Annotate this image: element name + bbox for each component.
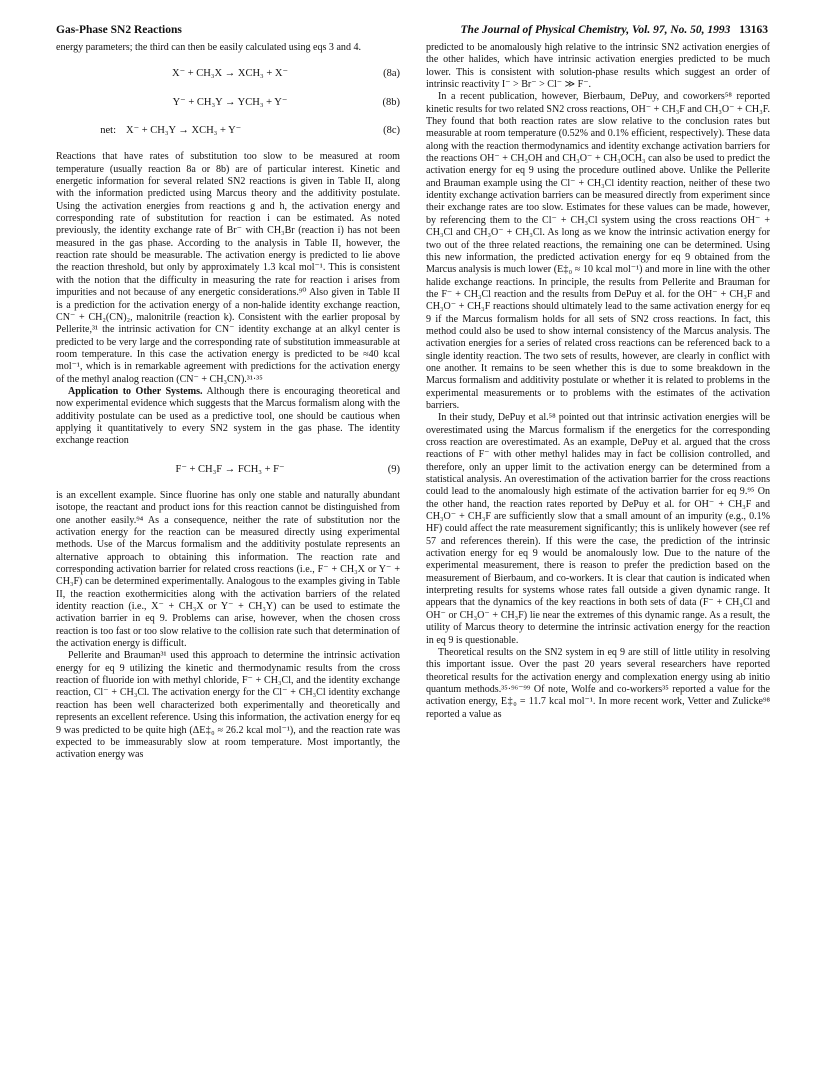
journal-citation [461, 24, 768, 36]
journal-name: The Journal of Physical Chemistry, Vol. 97, No. 50, 1993 [460, 24, 731, 36]
paragraph-text: Although there is encouraging theoretical and now experimental evidence which suggests that the Marcus formalism along with the additivity postulate can be used as a predictive tool, one should be cautious when applying it quantitatively to every SN2 system in the gas phase. The identity exchange reaction [56, 385, 400, 447]
equation-8c [56, 125, 400, 137]
running-title: Gas-Phase SN2 Reactions [56, 24, 182, 36]
paragraph: is an excellent example. Since fluorine has only one stable and naturally abundant isotope, the reactant and product ions for this reaction cannot be distinguished from one another easily.⁹⁴ As a consequence, neither the rate of substitution nor the activation energy for the reaction can be measured directly using experimental methods. Use of the Marcus formalism and the additivity postulate represents an alternative approach to obtaining this information. The reaction rate and corresponding activation barrier for related cross reactions (i.e., F⁻ + CH₃X or Y⁻ + CH₃F) can be determined experimentally. Analogous to the examples giving in Table II, the reaction exothermicities along with the activation barriers of the related identity reaction (i.e., X⁻ + CH₃X or Y⁻ + CH₃Y) can be used to estimate the activation barrier in eq 9. Problems can arise, however, when the chosen cross reaction is too fast or too slow relative to the collision rate such that determination of the activation energy is difficult. [56, 489, 400, 650]
right-column [426, 42, 770, 721]
equation-number: (8c) [383, 125, 400, 137]
section-run-in-heading: Application to Other Systems. [68, 385, 203, 397]
equation-expression: Y⁻ + CH₃Y → YCH₃ + Y⁻ [172, 96, 288, 108]
equation-8a [56, 68, 400, 80]
equation-expression: X⁻ + CH₃X → XCH₃ + X⁻ [171, 68, 288, 80]
left-column [56, 42, 400, 762]
equation-expression: F⁻ + CH₃F → FCH₃ + F⁻ [175, 463, 285, 475]
equation-9 [56, 464, 400, 476]
equation-number: (8a) [383, 68, 400, 80]
paragraph: Reactions that have rates of substitution too slow to be measured at room temperature (usually reaction 8a or 8b) are of particular interest. Kinetic and energetic information for several related SN2 reactions is given in Table II, along with the information predicted using Marcus theory and the additivity postulate. Using the activation energies from reactions g and h, the activation energy and corresponding rate of substitution for reaction i can be estimated. As noted previously, the identity exchange rate of Br⁻ with CH₃Br (reaction i) has not been measured in the gas phase. According to the analysis in Table II, however, the reaction rate should be measurable. The activation energy is predicted to lie above the reaction threshold, but only by approximately 1.3 kcal mol⁻¹. This is consistent with the notion that the difficulty in measuring the rate for reaction i arises from impurities and not because of any energetic considerations.⁹⁰ Also given in Table II is a prediction for the activation energy of a non-halide identity exchange reaction, CN⁻ + CH₂(CN)₂, malonitrile (reaction k). Consistent with the earlier proposal by Pellerite,³¹ the intrinsic activation for CN⁻ identity exchange at an alkyl center is predicted to be very large and the corresponding rate of substitution immeasurable at room temperature. In this case the activation energy is predicted to be ≈40 kcal mol⁻¹, which is in remarkable agreement with predictions for the activation energy of the methyl analog reaction (CN⁻ + CH₃CN).³¹·³⁵ [56, 151, 400, 385]
page-number: 13163 [739, 24, 768, 36]
equation-number: (9) [387, 463, 400, 475]
running-header [56, 24, 768, 40]
equation-label: net: [100, 125, 116, 137]
equation-number: (8b) [382, 96, 400, 108]
equation-expression: X⁻ + CH₃Y → XCH₃ + Y⁻ [126, 125, 242, 137]
paragraph: In their study, DePuy et al.⁵⁸ pointed out that intrinsic activation energies will be overestimated using the Marcus formalism if the energetics for the corresponding cross reaction are overestimated. As an example, DePuy et al. argued that the cross reactions of F⁻ with other methyl halides may in fact be collision controlled, and therefore, only an upper limit to the activation energy can be determined from a statistical analysis. An overestimation of the activation barrier for the cross reactions could lead to the anomalously high estimate of the activation barrier for eq 9.⁹⁵ On the other hand, the reaction rates reported by DePuy et al. for OH⁻ + CH₃F and CH₃O⁻ + CH₃F are sufficiently slow that a small amount of an impurity (e.g., 0.1% HF) could affect the rate measurement significantly; this is unlikely however (see ref 57 and references therein). If this were the case, the prediction of the intrinsic activation energy for eq 9 would be anomalously low. Due to the nature of the experimental measurement, there is reason to prefer the prediction based on the measurement of Bierbaum, and co-workers. It is clear that caution is indicated when interpreting results for systems whose rates fall outside a given dynamic range. It appears that the dynamics of the key reactions in both sets of data (F⁻ + CH₃Cl and OH⁻ or CH₃O⁻ + CH₃F) lie near the extremes of this dynamic range. As a result, the utility of Marcus theory to determine the intrinsic activation energy for the reaction in eq 9 is questionable. [426, 412, 770, 646]
equation-8b [56, 97, 400, 109]
paragraph: Pellerite and Brauman³¹ used this approach to determine the intrinsic activation energy for eq 9 utilizing the kinetic and thermodynamic results from the cross reaction of fluoride ion with methyl chloride, F⁻ + CH₃Cl, and the identity exchange reaction, Cl⁻ + CH₃Cl. The activation energy for the Cl⁻ + CH₃Cl identity exchange reaction has been well characterized both experimentally and theoretically and represents an excellent reference. Using this information, the activation energy for eq 9 was predicted to be quite high (ΔE‡₀ ≈ 26.2 kcal mol⁻¹), and the reaction rate was expected to be immeasurably slow at room temperature. Most importantly, the activation energy was [56, 650, 400, 761]
paragraph: predicted to be anomalously high relative to the intrinsic SN2 activation energies of the other halides, which have intrinsic activation energies predicted to be much lower. This is consistent with solution-phase results which suggest an order of intrinsic reactivity I⁻ > Br⁻ > Cl⁻ ≫ F⁻. [426, 42, 770, 91]
paragraph: energy parameters; the third can then be easily calculated using eqs 3 and 4. [56, 42, 362, 53]
paragraph: In a recent publication, however, Bierbaum, DePuy, and coworkers⁵⁸ reported kinetic results for two related SN2 cross reactions, OH⁻ + CH₃F and CH₃O⁻ + CH₃F. They found that both reaction rates are slow relative to the conclusion rates but measurable at room temperature (0.52% and 0.1% efficient, respectively). These data along with the reaction thermodynamics and identity exchange activation barriers for the reactions OH⁻ + CH₃OH and CH₃O⁻ + CH₃OCH₃ can also be used to predict the activation energy for eq 9 using the procedure outlined above. Unlike the Pellerite and Brauman example using the Cl⁻ + CH₃Cl identity reaction, neither of these two identity exchange activation barriers can be measured directly from experiment since their exchange rates are too slow. Estimates for these values can be made, however, by referencing them to the Cl⁻ + CH₃Cl system using the cross reactions OH⁻ + CH₃Cl and CH₃O⁻ + CH₃Cl. As long as we know the intrinsic activation energy for two out of the three related reactions, the remaining one can be determined. Using this new information, the predicted activation energy for eq 9 obtained from the Marcus analysis is much lower (E‡₀ ≈ 10 kcal mol⁻¹) and more in line with the other halide exchange reactions. In principle, the results from Pellerite and Brauman for the F⁻ + CH₃Cl reaction and the results from DePuy et al. for the OH⁻ + CH₃F and CH₃O⁻ + CH₃F reactions should ultimately lead to the same activation energy for eq 9 if the Marcus formalism holds for all sets of SN2 cross reactions. In fact, this method could also be used to show internal consistency of the Marcus analysis. The activation energies for a series of related cross reactions can be referenced back to a single identity reaction. The two sets of results, however, are clearly in conflict with one another. It remains to be seen whether this is due to some breakdown in the Marcus formalism and additivity postulate or whether it is related to problems in the experimental measurements or to problems with the estimates of the activation barriers. [426, 91, 770, 411]
paragraph [56, 386, 400, 448]
paragraph: Theoretical results on the SN2 system in eq 9 are still of little utility in resolving this important issue. Over the past 20 years several researchers have reported theoretical results for the activation energy and complexation energy using ab initio quantum methods.³⁵·⁹⁶⁻⁹⁹ Of note, Wolfe and co-workers³⁵ reported a value for the activation energy, E‡₀ = 11.7 kcal mol⁻¹. In more recent work, Vetter and Zulicke⁹⁸ reported a value as [426, 646, 770, 720]
